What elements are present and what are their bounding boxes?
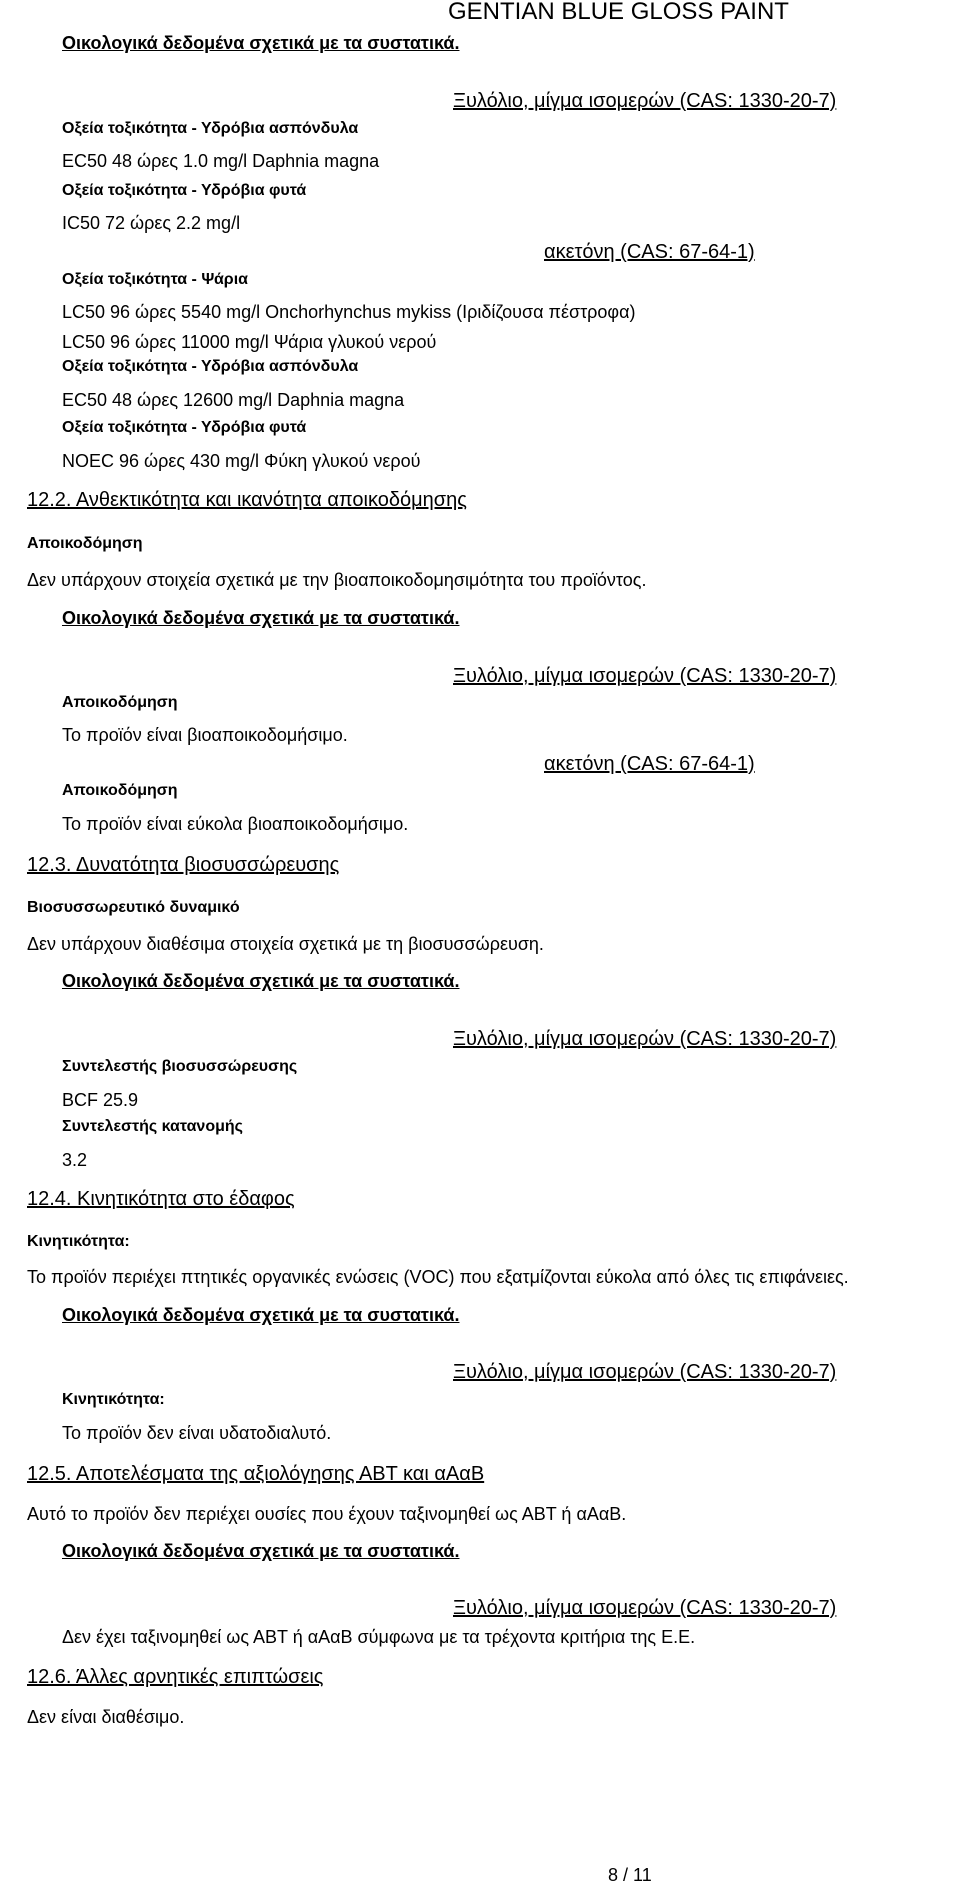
biodegradation-label: Αποικοδόμηση — [62, 694, 178, 711]
ecological-data-label: Οικολογικά δεδομένα σχετικά με τα συστατικά. — [62, 971, 460, 991]
other-effects-statement: Δεν είναι διαθέσιμο. — [27, 1707, 185, 1727]
acute-plants-label: Οξεία τοξικότητα - Υδρόβια φυτά — [62, 182, 307, 199]
substance-xylene: Ξυλόλιο, μίγμα ισομερών (CAS: 1330-20-7) — [453, 1028, 837, 1050]
acute-plants-label: Οξεία τοξικότητα - Υδρόβια φυτά — [62, 419, 307, 436]
substance-acetone: ακετόνη (CAS: 67-64-1) — [544, 241, 755, 263]
page-number: 8 / 11 — [608, 1865, 652, 1885]
acute-invertebrates-label: Οξεία τοξικότητα - Υδρόβια ασπόνδυλα — [62, 358, 359, 375]
xylene-ic50: IC50 72 ώρες 2.2 mg/l — [62, 213, 241, 233]
mobility-label: Κινητικότητα: — [27, 1233, 130, 1250]
section-12-5-heading: 12.5. Αποτελέσματα της αξιολόγησης ΑΒΤ και αΑαΒ — [27, 1463, 485, 1485]
pbt-statement: Αυτό το προϊόν δεν περιέχει ουσίες που έχουν ταξινομηθεί ως ΑΒΤ ή αΑαΒ. — [27, 1504, 627, 1524]
xylene-mobility: Το προϊόν δεν είναι υδατοδιαλυτό. — [62, 1423, 332, 1443]
acetone-lc50-trout: LC50 96 ώρες 5540 mg/l Onchorhynchus mykiss (Ιριδίζουσα πέστροφα) — [62, 302, 636, 322]
section-12-2-heading: 12.2. Ανθεκτικότητα και ικανότητα αποικοδόμησης — [27, 489, 467, 511]
document-title: GENTIAN BLUE GLOSS PAINT — [448, 0, 789, 25]
bioaccumulation-statement: Δεν υπάρχουν διαθέσιμα στοιχεία σχετικά με τη βιοσυσσώρευση. — [27, 934, 544, 954]
section-12-4-heading: 12.4. Κινητικότητα στο έδαφος — [27, 1188, 295, 1210]
substance-acetone: ακετόνη (CAS: 67-64-1) — [544, 753, 755, 775]
ecological-data-label: Οικολογικά δεδομένα σχετικά με τα συστατικά. — [62, 1305, 460, 1325]
bcf-label: Συντελεστής βιοσυσσώρευσης — [62, 1058, 298, 1075]
partition-coefficient-label: Συντελεστής κατανομής — [62, 1118, 243, 1135]
xylene-pbt: Δεν έχει ταξινομηθεί ως ΑΒΤ ή αΑαΒ σύμφωνα με τα τρέχοντα κριτήρια της Ε.Ε. — [62, 1627, 696, 1647]
substance-xylene: Ξυλόλιο, μίγμα ισομερών (CAS: 1330-20-7) — [453, 90, 837, 112]
biodegradation-label: Αποικοδόμηση — [62, 782, 178, 799]
acetone-noec: NOEC 96 ώρες 430 mg/l Φύκη γλυκού νερού — [62, 451, 421, 471]
ecological-data-label: Οικολογικά δεδομένα σχετικά με τα συστατικά. — [62, 1541, 460, 1561]
ecological-data-label: Οικολογικά δεδομένα σχετικά με τα συστατικά. — [62, 33, 460, 53]
acetone-biodegradation: Το προϊόν είναι εύκολα βιοαποικοδομήσιμο. — [62, 814, 409, 834]
biodegradation-statement: Δεν υπάρχουν στοιχεία σχετικά με την βιοαποικοδομησιμότητα του προϊόντος. — [27, 570, 647, 590]
biodegradation-label: Αποικοδόμηση — [27, 535, 143, 552]
substance-xylene: Ξυλόλιο, μίγμα ισομερών (CAS: 1330-20-7) — [453, 1597, 837, 1619]
bioaccumulative-potential-label: Βιοσυσσωρευτικό δυναμικό — [27, 899, 240, 916]
acute-fish-label: Οξεία τοξικότητα - Ψάρια — [62, 271, 248, 288]
section-12-3-heading: 12.3. Δυνατότητα βιοσυσσώρευσης — [27, 854, 340, 876]
substance-xylene: Ξυλόλιο, μίγμα ισομερών (CAS: 1330-20-7) — [453, 1361, 837, 1383]
section-12-6-heading: 12.6. Άλλες αρνητικές επιπτώσεις — [27, 1666, 324, 1688]
bcf-value: BCF 25.9 — [62, 1090, 139, 1110]
acetone-ec50: EC50 48 ώρες 12600 mg/l Daphnia magna — [62, 390, 405, 410]
xylene-ec50: EC50 48 ώρες 1.0 mg/l Daphnia magna — [62, 151, 380, 171]
mobility-label: Κινητικότητα: — [62, 1391, 165, 1408]
substance-xylene: Ξυλόλιο, μίγμα ισομερών (CAS: 1330-20-7) — [453, 665, 837, 687]
mobility-statement: Το προϊόν περιέχει πτητικές οργανικές ενώσεις (VOC) που εξατμίζονται εύκολα από όλες τις επιφάνειες. — [27, 1267, 849, 1287]
acute-invertebrates-label: Οξεία τοξικότητα - Υδρόβια ασπόνδυλα — [62, 120, 359, 137]
ecological-data-label: Οικολογικά δεδομένα σχετικά με τα συστατικά. — [62, 608, 460, 628]
xylene-biodegradation: Το προϊόν είναι βιοαποικοδομήσιμο. — [62, 725, 348, 745]
acetone-lc50-freshwater: LC50 96 ώρες 11000 mg/l Ψάρια γλυκού νερού — [62, 332, 437, 352]
partition-coefficient-value: 3.2 — [62, 1150, 88, 1170]
